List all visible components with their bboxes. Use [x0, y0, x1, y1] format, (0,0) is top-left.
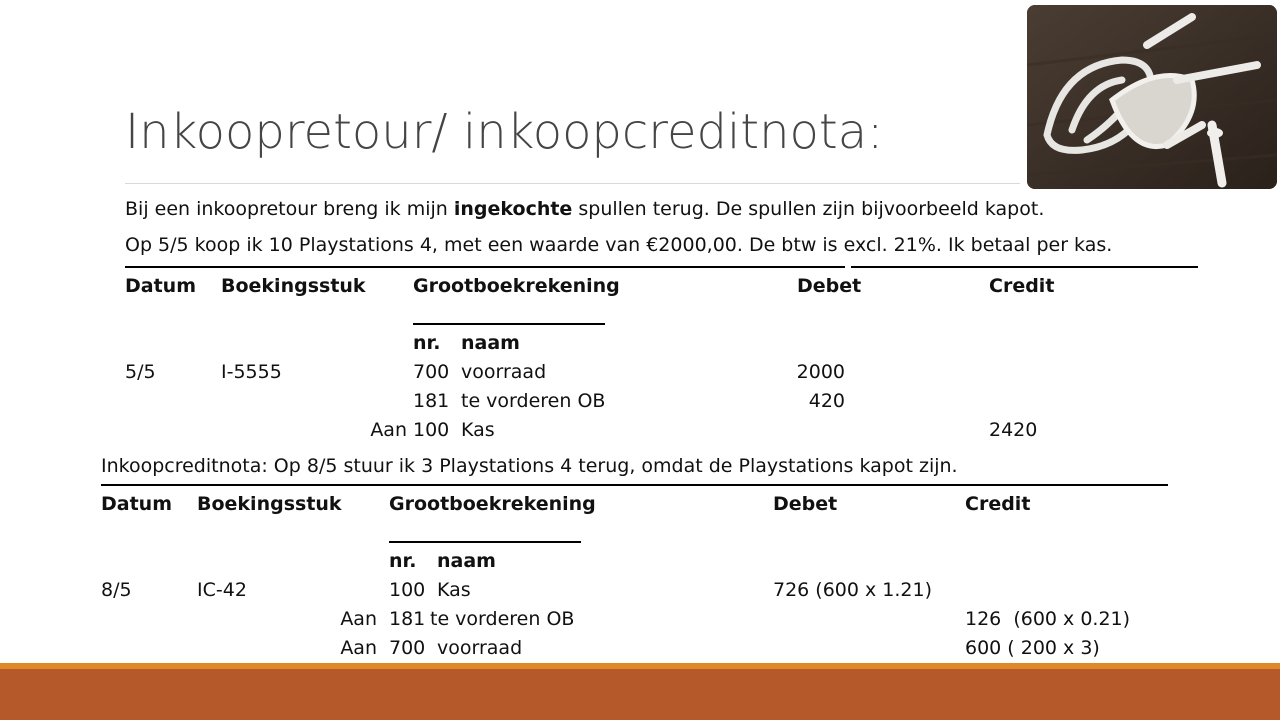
intro-bold: ingekochte: [453, 198, 573, 220]
broken-chair-photo: [1027, 5, 1277, 189]
title-divider: [125, 183, 1020, 184]
journal2-row2-credit: 126 (600 x 0.21): [965, 608, 1131, 630]
journal1-row2-naam: te vorderen OB: [461, 390, 606, 412]
journal2-grootboek-underline: [389, 541, 581, 543]
journal2-header-debet: Debet: [773, 493, 838, 515]
journal2-top-rule: [101, 484, 1168, 486]
journal1-row3-aan: Aan: [370, 419, 407, 441]
journal1-top-rule-left: [125, 266, 845, 268]
journal2-row1-naam: Kas: [437, 579, 471, 601]
journal2-row3-naam: voorraad: [437, 637, 523, 659]
journal1-header-naam: naam: [461, 332, 520, 354]
journal2-row2-nr: 181: [389, 608, 426, 630]
journal2-header-datum: Datum: [101, 493, 172, 515]
journal2-row3-credit: 600 ( 200 x 3): [965, 637, 1100, 659]
journal2-header-nr: nr.: [389, 550, 417, 572]
journal2-row3-aan: Aan: [340, 637, 377, 659]
journal1-header-credit: Credit: [989, 275, 1055, 297]
journal1-header-boekingsstuk: Boekingsstuk: [221, 275, 366, 297]
journal2-header-boekingsstuk: Boekingsstuk: [197, 493, 342, 515]
journal2-row3-nr: 700: [389, 637, 426, 659]
slide-title: Inkoopretour/ inkoopcreditnota:: [125, 104, 884, 160]
journal2-row2-aan: Aan: [340, 608, 377, 630]
journal1-row1-debet: 2000: [796, 361, 845, 383]
journal2-header-grootboek: Grootboekrekening: [389, 493, 596, 515]
intro-part2: spullen terug. De spullen zijn bijvoorbeeld kapot.: [572, 198, 1045, 220]
journal1-header-datum: Datum: [125, 275, 196, 297]
journal2-header-credit: Credit: [965, 493, 1031, 515]
broken-chair-icon: [1027, 5, 1277, 189]
journal2-row1-debet: 726 (600 x 1.21): [773, 579, 933, 601]
journal1-row2-debet: 420: [808, 390, 845, 412]
journal1-row3-nr: 100: [413, 419, 450, 441]
journal1-header-debet: Debet: [797, 275, 862, 297]
journal1-row2-nr: 181: [413, 390, 450, 412]
journal2-row2-naam: te vorderen OB: [430, 608, 575, 630]
footer-band: [0, 669, 1280, 720]
journal1-grootboek-underline: [413, 323, 605, 325]
journal2-header-naam: naam: [437, 550, 496, 572]
journal2-datum: 8/5: [101, 579, 132, 601]
journal1-row3-naam: Kas: [461, 419, 495, 441]
intro-part1: Bij een inkoopretour breng ik mijn: [125, 198, 454, 220]
journal1-header-nr: nr.: [413, 332, 441, 354]
journal2-stuk: IC-42: [197, 579, 247, 601]
journal1-header-grootboek: Grootboekrekening: [413, 275, 620, 297]
creditnote-description: Inkoopcreditnota: Op 8/5 stuur ik 3 Playstations 4 terug, omdat de Playstations kapot zijn.: [101, 455, 958, 477]
journal1-datum: 5/5: [125, 361, 156, 383]
purchase-description: Op 5/5 koop ik 10 Playstations 4, met een waarde van €2000,00. De btw is excl. 21%. Ik betaal per kas.: [125, 234, 1113, 256]
journal1-row3-credit: 2420: [989, 419, 1038, 441]
journal1-row1-nr: 700: [413, 361, 450, 383]
journal1-stuk: I-5555: [221, 361, 282, 383]
journal2-row1-nr: 100: [389, 579, 426, 601]
journal1-top-rule-right: [851, 266, 1198, 268]
journal1-row1-naam: voorraad: [461, 361, 547, 383]
intro-text: [125, 198, 1044, 220]
